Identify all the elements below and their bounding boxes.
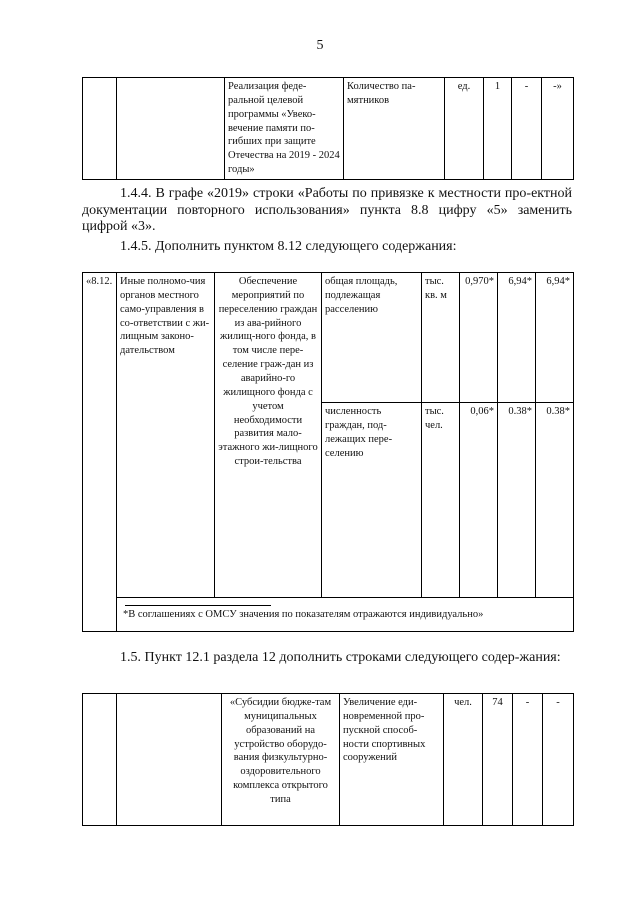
- unit-cell: ед.: [445, 78, 484, 180]
- table-continuation-8-row: [82, 77, 574, 180]
- unit-cell: тыс. кв. м: [422, 273, 460, 403]
- value-cell: 0.38*: [536, 403, 574, 598]
- value-cell: 0,06*: [460, 403, 498, 598]
- value-cell: -: [513, 694, 543, 826]
- value-cell: 6,94*: [498, 273, 536, 403]
- indicator-cell: общая площадь, подлежащая расселению: [322, 273, 422, 403]
- unit-cell: тыс. чел.: [422, 403, 460, 598]
- subject-cell: Иные полномо-чия органов местного само-управления в со-ответствии с жи-лищным законо-дательством: [117, 273, 215, 598]
- item-number-cell: «8.12.: [83, 273, 117, 632]
- indicator-cell: численность граждан, под-лежащих пере-селению: [322, 403, 422, 598]
- paragraph-1-4-4: 1.4.4. В графе «2019» строки «Работы по привязке к местности про-ектной документации повторного использования» пункта 8.8 цифру «5» заменить цифрой «3».: [82, 186, 572, 234]
- value-cell: -»: [542, 78, 574, 180]
- value-cell: -: [512, 78, 542, 180]
- indicator-cell: Увеличение еди-новременной про-пускной способ-ности спортивных сооружений: [340, 694, 444, 826]
- measure-cell: «Субсидии бюдже-там муниципальных образований на устройство оборудо-вания физкультурно-оздоровительного комплекса открытого типа: [222, 694, 340, 826]
- value-cell: 74: [483, 694, 513, 826]
- value-cell: 6,94*: [536, 273, 574, 403]
- table-row: [83, 598, 574, 632]
- value-cell: 0,970*: [460, 273, 498, 403]
- indicator-cell: Количество па-мятников: [344, 78, 445, 180]
- paragraph-1-5: 1.5. Пункт 12.1 раздела 12 дополнить строками следующего содер-жания:: [120, 650, 561, 665]
- measure-cell: Обеспечение мероприятий по переселению граждан из ава-рийного жилищ-ного фонда, в том числе пере-селение граж-дан из аварийно-го жилищного фонда с учетом необходимости развития мало-этажного жи-лищного строи-тельства: [215, 273, 322, 598]
- footnote-divider: [125, 605, 271, 606]
- page-number: 5: [316, 38, 324, 53]
- measure-cell: Реализация феде-ральной целевой программы «Увеко-вечение памяти по-гибших при защите Отечества на 2019 - 2024 годы»: [225, 78, 344, 180]
- table-row: [83, 78, 574, 180]
- table-row: [83, 694, 574, 826]
- empty-cell: [117, 78, 225, 180]
- empty-cell: [83, 694, 117, 826]
- paragraph-1-4-5: 1.4.5. Дополнить пунктом 8.12 следующего содержания:: [120, 239, 457, 254]
- table-point-8-12: [82, 272, 574, 632]
- unit-cell: чел.: [444, 694, 483, 826]
- empty-cell: [117, 694, 222, 826]
- value-cell: -: [543, 694, 574, 826]
- footnote-text: *В соглашениях с ОМСУ значения по показателям отражаются индивидуально»: [123, 609, 484, 620]
- empty-cell: [83, 78, 117, 180]
- table-point-12-1-rows: [82, 693, 574, 826]
- footnote-cell: [117, 598, 574, 632]
- value-cell: 1: [484, 78, 512, 180]
- table-row: [83, 273, 574, 403]
- value-cell: 0.38*: [498, 403, 536, 598]
